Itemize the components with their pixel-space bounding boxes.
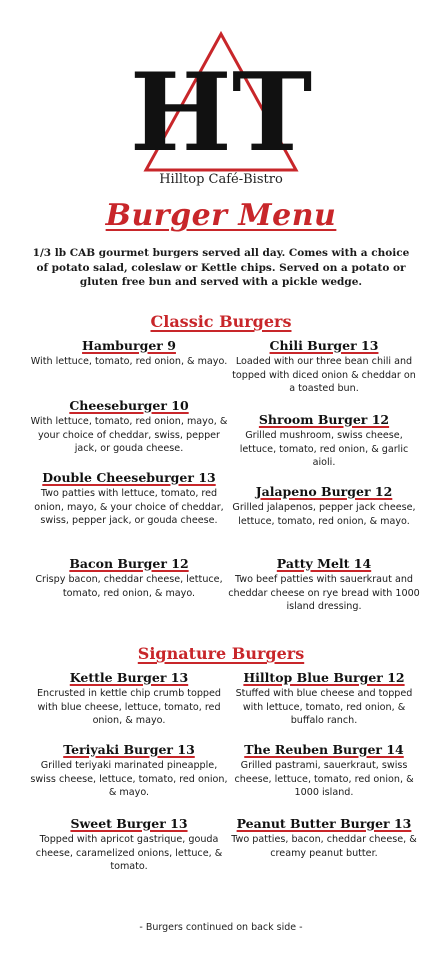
item-name: Patty Melt 14: [276, 556, 372, 571]
item-description: Loaded with our three bean chili and topped with diced onion & cheddar on a toasted bun.: [232, 356, 416, 394]
item-description: Encrusted in kettle chip crumb topped with blue cheese, lettuce, tomato, red onion, & mayo.: [36, 688, 222, 726]
item-name: Hamburger 9: [82, 338, 176, 353]
footer-note: - Burgers continued on back side -: [139, 922, 303, 933]
item-name: Peanut Butter Burger 13: [236, 816, 412, 831]
item-description: Grilled teriyaki marinated pineapple, swiss cheese, lettuce, tomato, red onion, & mayo.: [30, 760, 228, 798]
item-description: With lettuce, tomato, red onion, & mayo.: [30, 356, 228, 367]
menu-item: [30, 338, 228, 369]
menu-item: [228, 742, 420, 800]
item-name: Kettle Burger 13: [69, 670, 189, 685]
menu-item: [30, 556, 228, 600]
menu-item: [228, 412, 420, 470]
section-title-signature: Signature Burgers: [137, 644, 305, 663]
menu-intro: 1/3 lb CAB gourmet burgers served all day. Comes with a choice of potato salad, coleslaw or Kettle chips. Served on a potato or gluten free bun and served with a pickle wedge.: [32, 247, 410, 288]
item-description: Topped with apricot gastrique, gouda cheese, caramelized onions, lettuce, & tomato.: [35, 834, 223, 872]
item-description: Two patties, bacon, cheddar cheese, & creamy peanut butter.: [231, 834, 417, 859]
item-name: Cheeseburger 10: [69, 398, 189, 413]
menu-item: [30, 670, 228, 728]
item-name: Jalapeno Burger 12: [255, 484, 393, 499]
item-name: Double Cheeseburger 13: [42, 470, 216, 485]
menu-item: [228, 816, 420, 860]
brand-name: Hilltop Café-Bistro: [159, 172, 283, 187]
item-description: Grilled mushroom, swiss cheese, lettuce, tomato, red onion, & garlic aioli.: [239, 430, 409, 468]
menu-item: [228, 484, 420, 528]
logo: [0, 28, 442, 193]
item-description: Crispy bacon, cheddar cheese, lettuce, tomato, red onion, & mayo.: [35, 574, 223, 599]
item-name: Hilltop Blue Burger 12: [243, 670, 405, 685]
menu-item: [30, 816, 228, 874]
item-description: Grilled pastrami, sauerkraut, swiss cheese, lettuce, tomato, red onion, & 1000 island.: [234, 760, 414, 798]
menu-title: Burger Menu: [105, 198, 337, 233]
menu-item: [30, 398, 228, 456]
item-name: The Reuben Burger 14: [244, 742, 404, 757]
menu-item: [228, 556, 420, 614]
logo-mark-icon: [129, 28, 313, 178]
item-name: Sweet Burger 13: [70, 816, 188, 831]
menu-item: [228, 670, 420, 728]
item-name: Bacon Burger 12: [69, 556, 189, 571]
item-name: Chili Burger 13: [269, 338, 379, 353]
item-description: Two patties with lettuce, tomato, red onion, mayo, & your choice of cheddar, swiss, pepper jack, or gouda cheese.: [34, 488, 224, 526]
item-description: Grilled jalapenos, pepper jack cheese, lettuce, tomato, red onion, & mayo.: [232, 502, 416, 527]
item-name: Shroom Burger 12: [258, 412, 390, 427]
item-name: Teriyaki Burger 13: [63, 742, 195, 757]
item-description: With lettuce, tomato, red onion, mayo, & your choice of cheddar, swiss, pepper jack, or gouda cheese.: [30, 416, 228, 454]
section-title-classic: Classic Burgers: [150, 312, 292, 331]
item-description: Stuffed with blue cheese and topped with lettuce, tomato, red onion, & buffalo ranch.: [235, 688, 413, 726]
menu-item: [228, 338, 420, 396]
item-description: Two beef patties with sauerkraut and cheddar cheese on rye bread with 1000 island dressing.: [228, 574, 420, 612]
logo-letters: HT: [129, 50, 313, 176]
menu-item: [30, 470, 228, 528]
menu-item: [30, 742, 228, 800]
